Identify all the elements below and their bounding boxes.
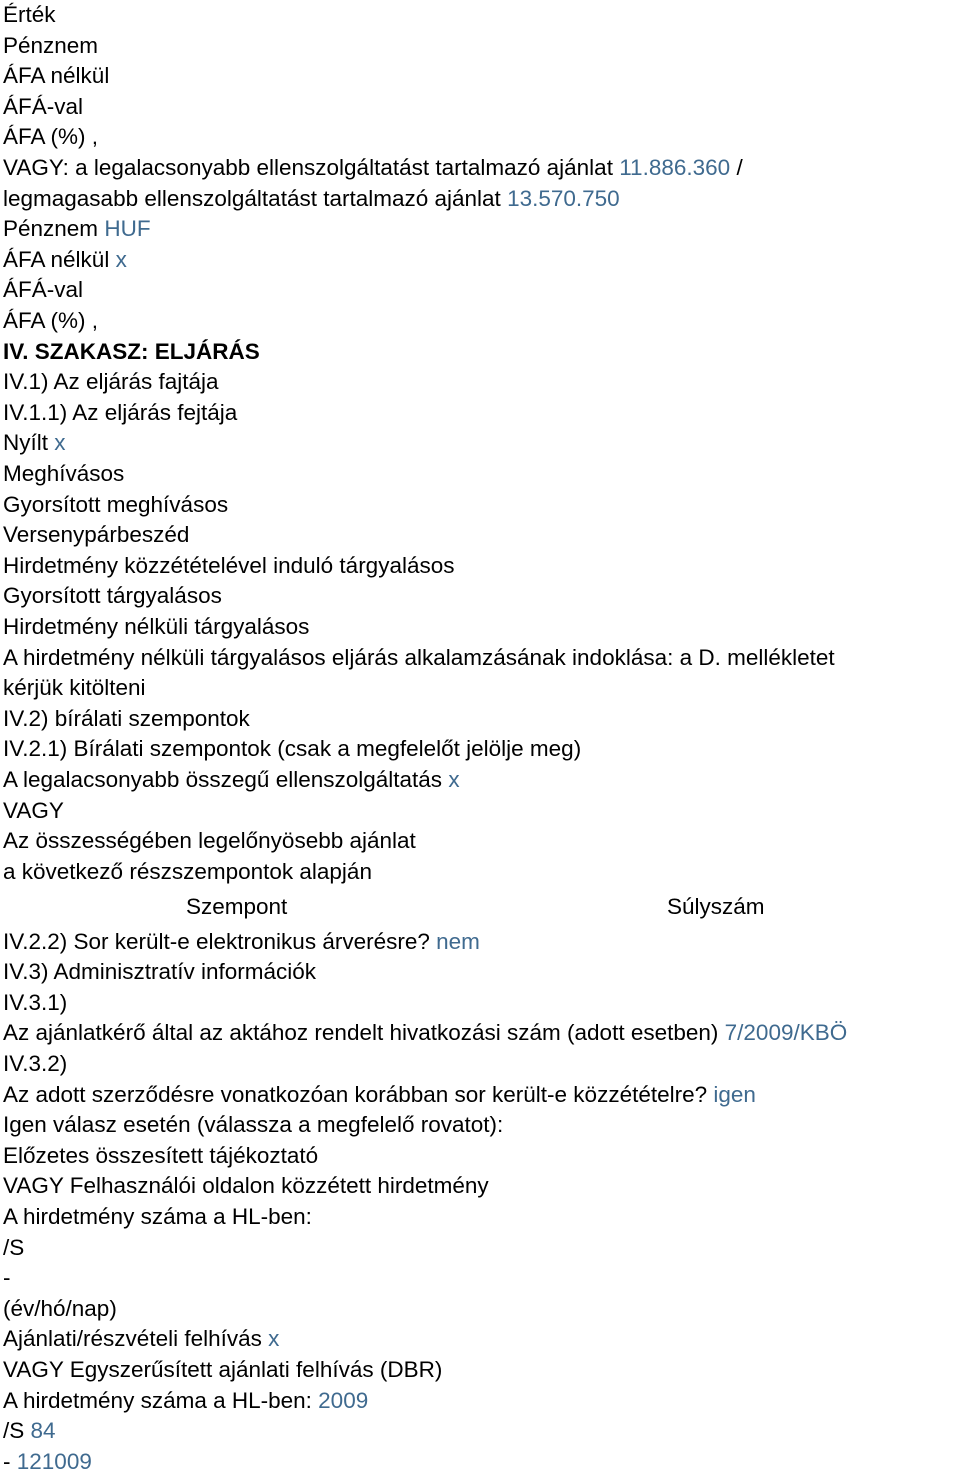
label-dash-1: - [3,1265,11,1291]
date-value: 121009 [16,1448,92,1474]
option-versenyparbeszed: Versenypárbeszéd [3,522,190,548]
label-ev-ho-nap: (év/hó/nap) [3,1295,117,1321]
option-elozetes: Előzetes összesített tájékoztató [3,1142,319,1168]
separator-slash: / [736,155,743,180]
option-hirdetmeny-kozzetetelevel: Hirdetmény közzétételével induló tárgyalásos [3,552,455,578]
line-arveres [3,927,480,957]
label-afa-nelkul: ÁFA nélkül [3,63,110,89]
hl-szam-2-label: A hirdetmény száma a HL-ben: [3,1387,312,1413]
lowest-offer-value: 11.886.360 [619,155,731,180]
heading-iv-3-1: IV.3.1) [3,989,68,1015]
highest-offer-value: 13.570.750 [507,185,620,211]
hivatkozasi-szam-label: Az ajánlatkérő által az aktához rendelt hivatkozási szám (adott esetben) [3,1020,719,1046]
option-gyorsitott-meghivasos: Gyorsított meghívásos [3,491,229,517]
option-hirdetmeny-nelkuli: Hirdetmény nélküli tárgyalásos [3,614,310,639]
hl-szam-2-value: 2009 [318,1387,369,1413]
line-date-value [3,1447,92,1477]
line-lowest-offer [3,153,743,183]
text-igen-valasz: Igen válasz esetén (válassza a megfelelő rovatot): [3,1112,504,1138]
line-lowest-price [3,765,460,795]
heading-iv-3-2: IV.3.2) [3,1050,68,1076]
dash-label: - [3,1448,11,1474]
text-reszszempontok: a következő részszempontok alapján [3,858,372,884]
nyilt-label: Nyílt [3,430,48,456]
ajanlati-felhivas-label: Ajánlati/részvételi felhívás [3,1326,262,1352]
label-afa-val-2: ÁFÁ-val [3,277,84,303]
label-hl-szam-1: A hirdetmény száma a HL-ben: [3,1203,312,1229]
label-vagy: VAGY [3,797,64,823]
option-felhasznaloi-oldalon: VAGY Felhasználói oldalon közzétett hirdetmény [3,1173,489,1199]
afa-nelkul-label: ÁFA nélkül [3,246,110,272]
heading-iv-2-1: IV.2.1) Bírálati szempontok (csak a megfelelőt jelölje meg) [3,736,582,762]
lowest-price-label: A legalacsonyabb összegű ellenszolgáltatás [3,767,443,792]
column-header-szempont: Szempont [186,894,288,919]
line-korabbi-kozzetetel [3,1080,756,1110]
heading-iv-2: IV.2) bírálati szempontok [3,705,250,731]
korabbi-kozzetetel-value: igen [713,1081,756,1107]
column-header-sulyszam: Súlyszám [667,894,765,919]
currency-value: HUF [104,216,151,242]
label-afa-val: ÁFÁ-val [3,93,84,119]
line-s-84 [3,1416,56,1446]
line-afa-nelkul-marked [3,245,127,275]
label-afa-percent: ÁFA (%) , [3,124,99,150]
option-meghivasos: Meghívásos [3,461,125,486]
text-indoklas: A hirdetmény nélküli tárgyalásos eljárás alkalamzásának indoklása: a D. mellékletet [3,644,835,670]
s-label: /S [3,1418,25,1444]
ajanlati-felhivas-mark: x [268,1326,280,1352]
option-gyorsitott-targyalasos: Gyorsított tárgyalásos [3,583,222,609]
korabbi-kozzetetel-label: Az adott szerződésre vonatkozóan korábban sor került-e közzétételre? [3,1081,708,1107]
line-nyilt [3,428,66,458]
afa-nelkul-mark: x [115,246,127,272]
lowest-price-mark: x [448,767,460,792]
heading-iv-1: IV.1) Az eljárás fajtája [3,369,219,395]
highest-offer-label: legmagasabb ellenszolgáltatást tartalmazó ajánlat [3,185,501,211]
arveres-value: nem [436,928,480,954]
s-value: 84 [30,1418,56,1444]
label-ertek: Érték [3,2,56,27]
heading-iv-3: IV.3) Adminisztratív információk [3,959,317,985]
label-s-1: /S [3,1234,25,1260]
nyilt-mark: x [54,430,66,456]
hivatkozasi-szam-value: 7/2009/KBÖ [724,1020,848,1046]
text-legelonyosebb: Az összességében legelőnyösebb ajánlat [3,828,416,854]
text-kerjuk-kitolteni: kérjük kitölteni [3,675,146,701]
label-penznem: Pénznem [3,32,99,58]
lowest-offer-label: VAGY: a legalacsonyabb ellenszolgáltatást tartalmazó ajánlat [3,155,613,180]
line-highest-offer [3,184,620,214]
currency-label: Pénznem [3,216,99,242]
label-afa-percent-2: ÁFA (%) , [3,308,99,333]
line-hivatkozasi-szam [3,1018,847,1048]
heading-iv-1-1: IV.1.1) Az eljárás fejtája [3,399,238,425]
arveres-label: IV.2.2) Sor került-e elektronikus árverésre? [3,928,430,954]
section-heading-iv: IV. SZAKASZ: ELJÁRÁS [3,338,260,364]
line-hl-szam-2 [3,1386,368,1416]
line-ajanlati-felhivas [3,1324,279,1354]
option-egyszerusitett: VAGY Egyszerűsített ajánlati felhívás (DBR) [3,1356,443,1382]
line-currency [3,214,151,244]
